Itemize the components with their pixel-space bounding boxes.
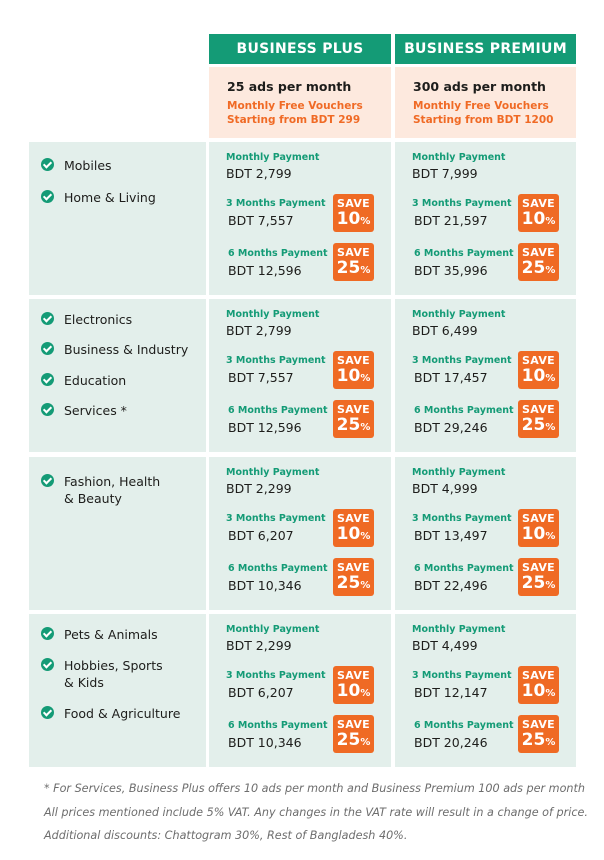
discount-value: 10 [336, 366, 361, 386]
price-cell-plus [209, 299, 391, 452]
footnote-services: * For Services, Business Plus offers 10 ads per month and Business Premium 100 ads per month [44, 782, 585, 795]
category-item [41, 473, 160, 507]
three-month-payment-label: 3 Months Payment [226, 670, 326, 681]
category-label: Education [64, 373, 127, 388]
category-cell [29, 614, 206, 767]
save-label: SAVE [337, 561, 370, 574]
three-month-payment-label: 3 Months Payment [226, 198, 326, 209]
save-percent [333, 682, 374, 703]
three-month-payment-label: 3 Months Payment [412, 198, 512, 209]
save-label: SAVE [522, 512, 555, 525]
monthly-price: BDT 4,499 [412, 638, 478, 653]
plus-voucher-line-1: Monthly Free Vouchers [227, 100, 363, 112]
category-label: Food & Agriculture [64, 706, 181, 721]
check-circle-icon [41, 312, 54, 325]
save-six-badge [518, 558, 559, 596]
save-label: SAVE [522, 197, 555, 210]
save-six-badge [333, 715, 374, 753]
six-month-price: BDT 20,246 [414, 735, 488, 750]
discount-value: 25 [336, 415, 361, 435]
price-cell-plus [209, 457, 391, 610]
category-label: Mobiles [64, 158, 112, 173]
save-percent [518, 682, 559, 703]
plus-ads-count: 25 ads per month [227, 79, 352, 94]
check-circle-icon [41, 373, 54, 386]
discount-value: 25 [521, 573, 546, 593]
save-label: SAVE [522, 669, 555, 682]
save-label: SAVE [522, 718, 555, 731]
category-item [41, 341, 188, 358]
category-item [41, 402, 127, 419]
check-circle-icon [41, 190, 54, 203]
six-month-payment-label: 6 Months Payment [228, 405, 328, 416]
save-label: SAVE [522, 561, 555, 574]
discount-value: 10 [521, 681, 546, 701]
category-item [41, 189, 156, 206]
save-six-badge [333, 558, 374, 596]
save-percent [518, 416, 559, 437]
save-percent [518, 259, 559, 280]
three-month-payment-label: 3 Months Payment [226, 355, 326, 366]
discount-value: 25 [336, 573, 361, 593]
six-month-payment-label: 6 Months Payment [414, 720, 514, 731]
save-percent [333, 210, 374, 231]
category-cell [29, 457, 206, 610]
three-month-price: BDT 13,497 [414, 528, 488, 543]
monthly-payment-label: Monthly Payment [226, 309, 320, 320]
save-six-badge [518, 715, 559, 753]
category-item [41, 372, 126, 389]
three-month-price: BDT 7,557 [228, 213, 294, 228]
save-three-badge [333, 194, 374, 232]
monthly-payment-label: Monthly Payment [412, 467, 506, 478]
discount-value: 10 [521, 524, 546, 544]
discount-value: 25 [336, 730, 361, 750]
footnote-discounts: Additional discounts: Chattogram 30%, Rest of Bangladesh 40%. [44, 829, 408, 842]
percent-sign: % [360, 265, 371, 276]
discount-value: 25 [336, 258, 361, 278]
save-percent [333, 525, 374, 546]
category-label: Electronics [64, 312, 133, 327]
three-month-price: BDT 6,207 [228, 685, 294, 700]
premium-ads-count: 300 ads per month [413, 79, 546, 94]
check-circle-icon [41, 627, 54, 640]
save-label: SAVE [337, 354, 370, 367]
category-label: Business & Industry [64, 342, 189, 357]
save-percent [518, 525, 559, 546]
monthly-payment-label: Monthly Payment [412, 152, 506, 163]
category-cell [29, 299, 206, 452]
save-three-badge [518, 194, 559, 232]
save-six-badge [518, 400, 559, 438]
six-month-payment-label: 6 Months Payment [414, 248, 514, 259]
monthly-payment-label: Monthly Payment [226, 152, 320, 163]
check-circle-icon [41, 342, 54, 355]
category-cell [29, 142, 206, 295]
monthly-payment-label: Monthly Payment [226, 624, 320, 635]
monthly-price: BDT 6,499 [412, 323, 478, 338]
price-cell-premium [395, 299, 576, 452]
percent-sign: % [545, 737, 556, 748]
percent-sign: % [360, 373, 371, 384]
category-label: Home & Living [64, 190, 156, 205]
category-item [41, 157, 112, 174]
save-three-badge [518, 351, 559, 389]
six-month-price: BDT 29,246 [414, 420, 488, 435]
save-percent [333, 574, 374, 595]
six-month-price: BDT 12,596 [228, 263, 302, 278]
category-label: Fashion, Health & Beauty [64, 474, 161, 506]
percent-sign: % [545, 373, 556, 384]
three-month-price: BDT 17,457 [414, 370, 488, 385]
percent-sign: % [545, 688, 556, 699]
save-percent [333, 731, 374, 752]
save-three-badge [333, 666, 374, 704]
price-cell-premium [395, 614, 576, 767]
monthly-payment-label: Monthly Payment [226, 467, 320, 478]
three-month-price: BDT 7,557 [228, 370, 294, 385]
category-item [41, 705, 180, 722]
three-month-payment-label: 3 Months Payment [226, 513, 326, 524]
save-three-badge [333, 351, 374, 389]
percent-sign: % [545, 580, 556, 591]
monthly-price: BDT 7,999 [412, 166, 478, 181]
price-cell-plus [209, 142, 391, 295]
check-circle-icon [41, 474, 54, 487]
check-circle-icon [41, 706, 54, 719]
six-month-payment-label: 6 Months Payment [228, 248, 328, 259]
percent-sign: % [360, 580, 371, 591]
save-label: SAVE [522, 403, 555, 416]
premium-voucher-line-2: Starting from BDT 1200 [413, 114, 554, 126]
percent-sign: % [360, 688, 371, 699]
check-circle-icon [41, 658, 54, 671]
three-month-payment-label: 3 Months Payment [412, 670, 512, 681]
percent-sign: % [360, 737, 371, 748]
three-month-payment-label: 3 Months Payment [412, 355, 512, 366]
six-month-price: BDT 10,346 [228, 578, 302, 593]
check-circle-icon [41, 158, 54, 171]
six-month-price: BDT 12,596 [228, 420, 302, 435]
save-label: SAVE [337, 512, 370, 525]
business-premium-summary [395, 67, 576, 138]
six-month-payment-label: 6 Months Payment [228, 563, 328, 574]
percent-sign: % [360, 422, 371, 433]
three-month-payment-label: 3 Months Payment [412, 513, 512, 524]
category-label: Pets & Animals [64, 627, 158, 642]
save-label: SAVE [337, 197, 370, 210]
save-label: SAVE [522, 354, 555, 367]
save-percent [518, 731, 559, 752]
monthly-price: BDT 4,999 [412, 481, 478, 496]
save-percent [333, 367, 374, 388]
six-month-price: BDT 35,996 [414, 263, 488, 278]
category-label: Services * [64, 403, 127, 418]
save-six-badge [333, 400, 374, 438]
save-label: SAVE [337, 246, 370, 259]
monthly-price: BDT 2,799 [226, 323, 292, 338]
six-month-price: BDT 10,346 [228, 735, 302, 750]
save-three-badge [518, 666, 559, 704]
discount-value: 25 [521, 415, 546, 435]
check-circle-icon [41, 403, 54, 416]
monthly-payment-label: Monthly Payment [412, 624, 506, 635]
monthly-price: BDT 2,299 [226, 638, 292, 653]
save-three-badge [518, 509, 559, 547]
percent-sign: % [360, 531, 371, 542]
price-cell-premium [395, 457, 576, 610]
three-month-price: BDT 6,207 [228, 528, 294, 543]
discount-value: 10 [336, 209, 361, 229]
save-label: SAVE [337, 403, 370, 416]
three-month-price: BDT 21,597 [414, 213, 488, 228]
monthly-price: BDT 2,299 [226, 481, 292, 496]
six-month-payment-label: 6 Months Payment [414, 563, 514, 574]
three-month-price: BDT 12,147 [414, 685, 488, 700]
footnote-vat: All prices mentioned include 5% VAT. Any changes in the VAT rate will result in a change of price. [44, 806, 588, 819]
save-percent [518, 367, 559, 388]
save-percent [333, 259, 374, 280]
business-plus-summary [209, 67, 391, 138]
discount-value: 25 [521, 258, 546, 278]
six-month-price: BDT 22,496 [414, 578, 488, 593]
plus-voucher-line-2: Starting from BDT 299 [227, 114, 361, 126]
category-item [41, 626, 158, 643]
save-percent [518, 574, 559, 595]
premium-voucher-line-1: Monthly Free Vouchers [413, 100, 549, 112]
monthly-payment-label: Monthly Payment [412, 309, 506, 320]
save-six-badge [333, 243, 374, 281]
discount-value: 10 [521, 209, 546, 229]
price-cell-plus [209, 614, 391, 767]
category-item [41, 657, 163, 691]
save-label: SAVE [337, 669, 370, 682]
discount-value: 10 [521, 366, 546, 386]
discount-value: 25 [521, 730, 546, 750]
percent-sign: % [545, 216, 556, 227]
six-month-payment-label: 6 Months Payment [414, 405, 514, 416]
percent-sign: % [545, 422, 556, 433]
save-percent [333, 416, 374, 437]
discount-value: 10 [336, 681, 361, 701]
percent-sign: % [360, 216, 371, 227]
save-label: SAVE [337, 718, 370, 731]
monthly-price: BDT 2,799 [226, 166, 292, 181]
percent-sign: % [545, 531, 556, 542]
save-six-badge [518, 243, 559, 281]
save-three-badge [333, 509, 374, 547]
percent-sign: % [545, 265, 556, 276]
business-plus-header: BUSINESS PLUS [209, 34, 391, 64]
category-item [41, 311, 132, 328]
discount-value: 10 [336, 524, 361, 544]
price-cell-premium [395, 142, 576, 295]
business-premium-header: BUSINESS PREMIUM [395, 34, 576, 64]
save-label: SAVE [522, 246, 555, 259]
category-label: Hobbies, Sports & Kids [64, 658, 163, 690]
six-month-payment-label: 6 Months Payment [228, 720, 328, 731]
save-percent [518, 210, 559, 231]
